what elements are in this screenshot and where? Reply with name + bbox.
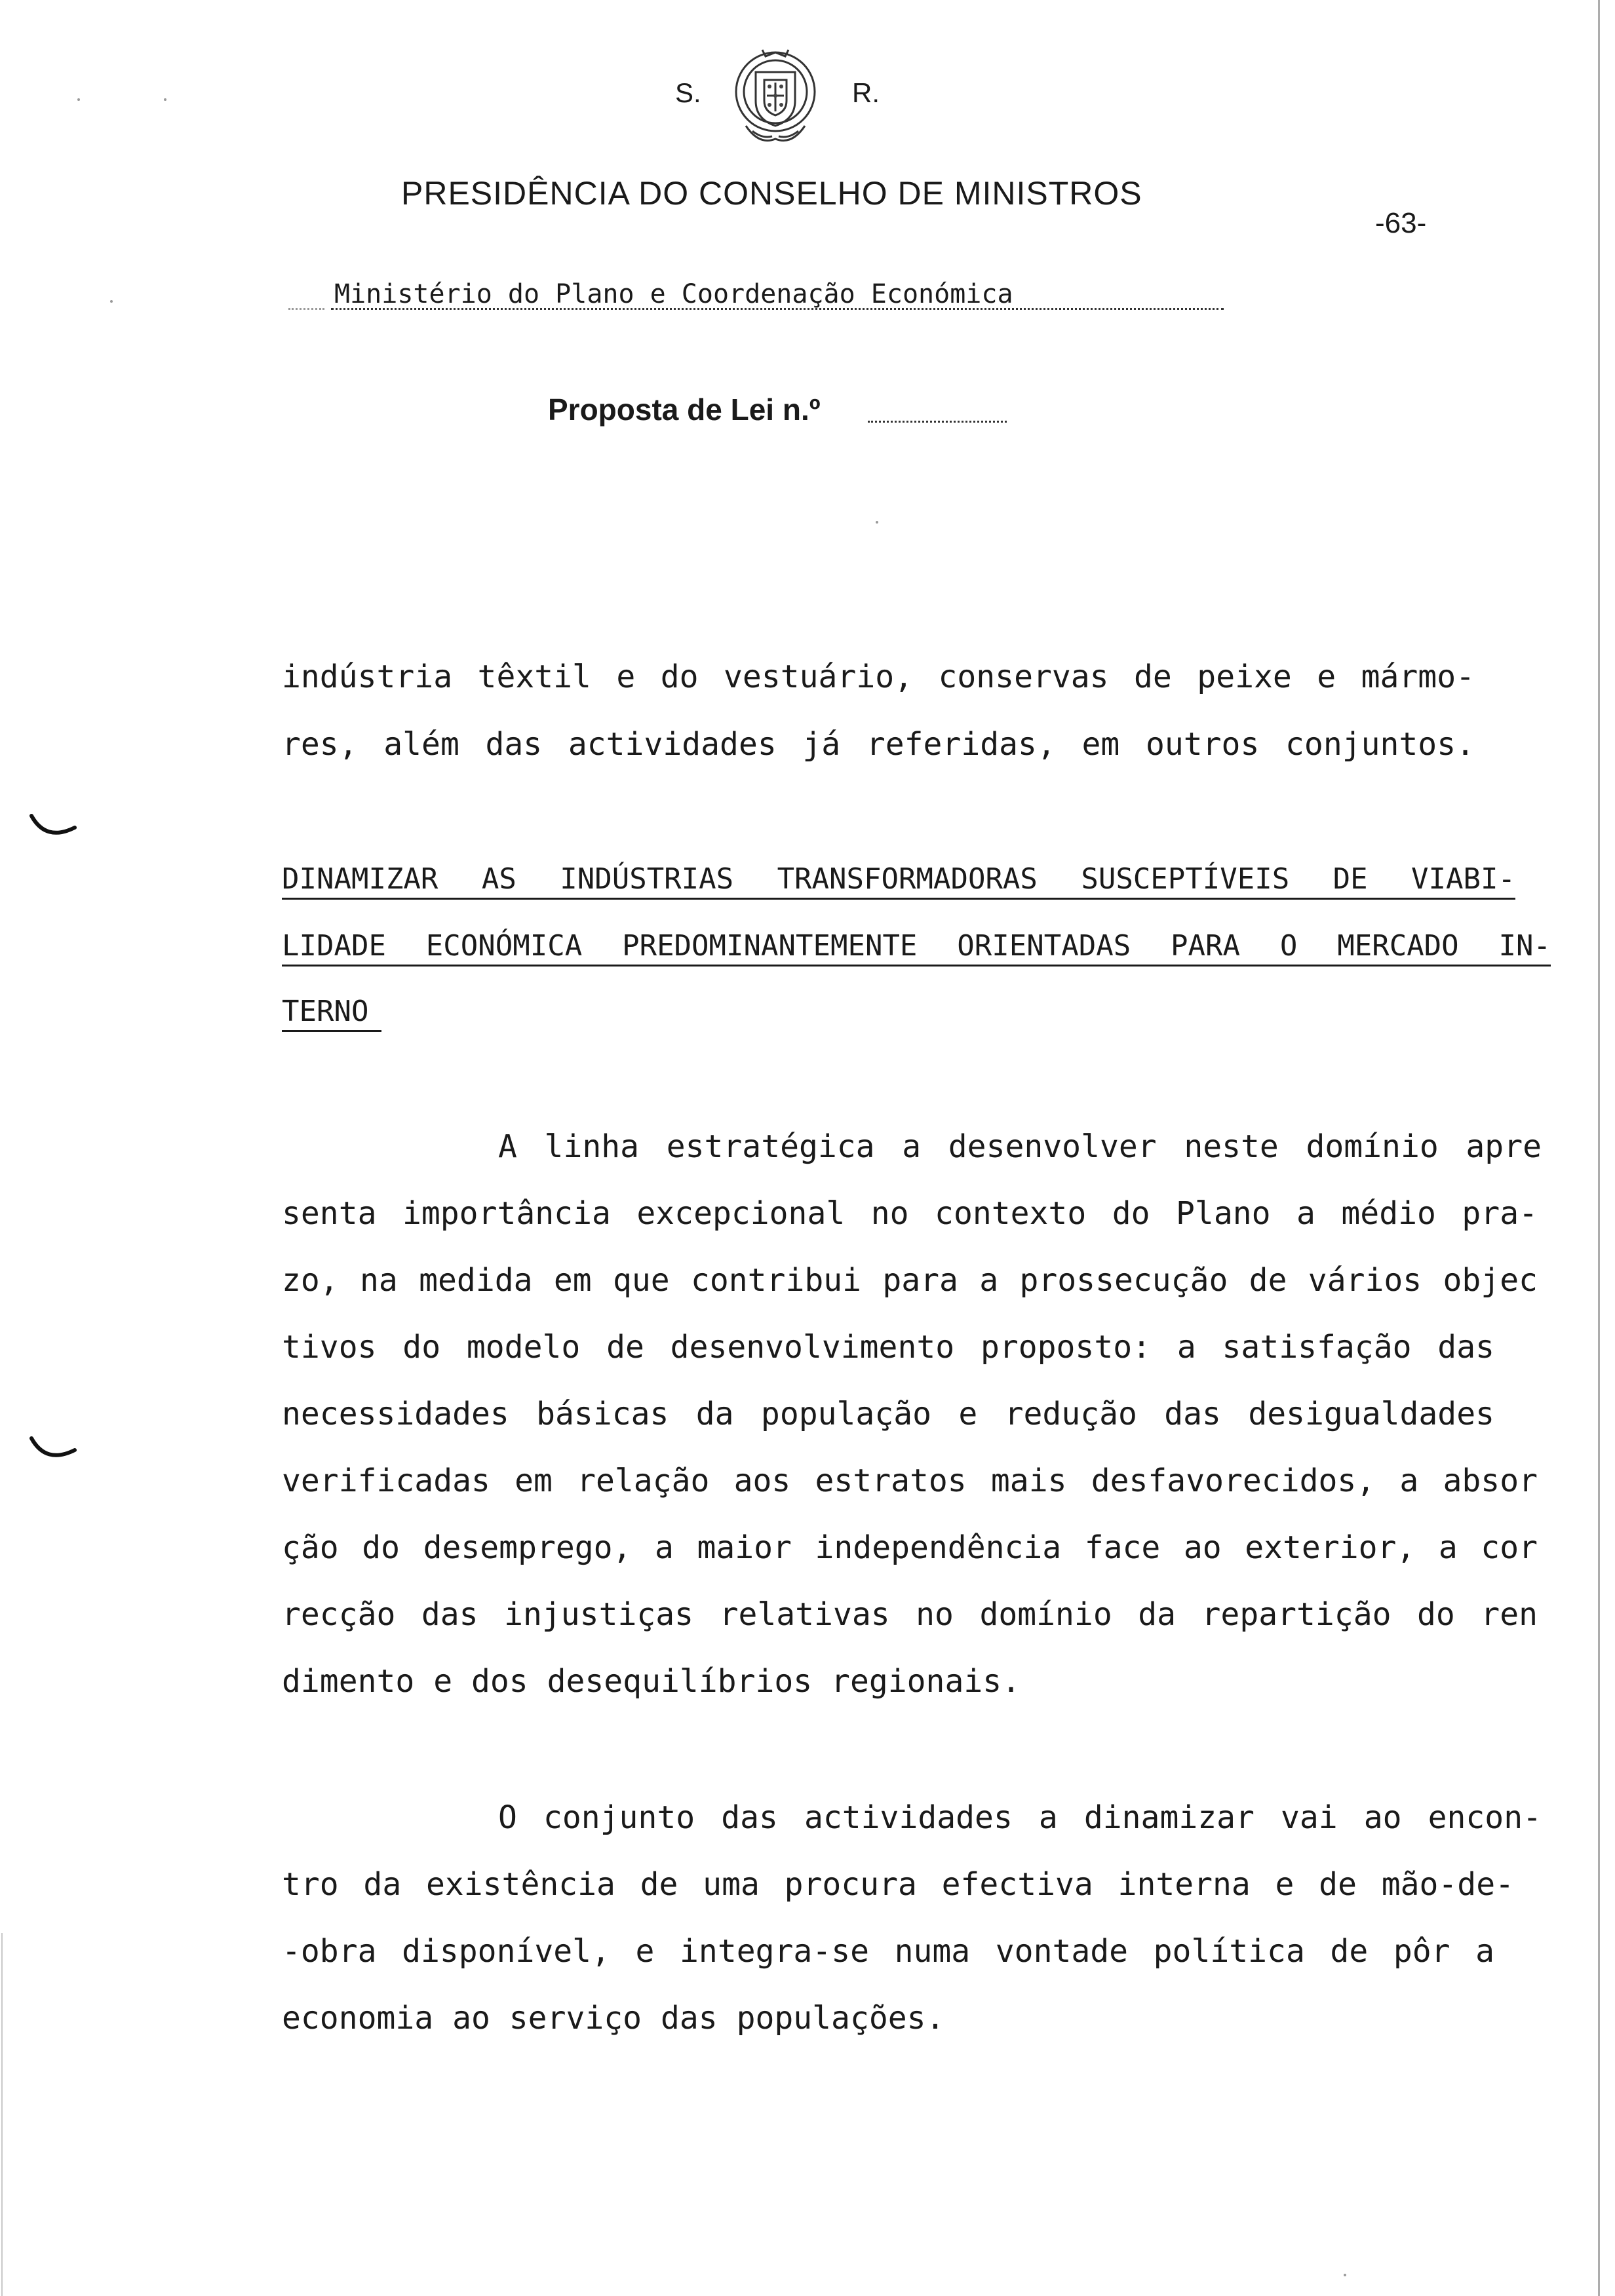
page-title: PRESIDÊNCIA DO CONSELHO DE MINISTROS <box>401 175 1142 212</box>
intro-line: indústria têxtil e do vestuário, conservas de peixe e mármo- <box>282 659 1475 695</box>
section-heading-line: DINAMIZAR AS INDÚSTRIAS TRANSFORMADORAS SUSCEPTÍVEIS DE VIABI- <box>282 862 1515 896</box>
scan-speck <box>77 98 80 101</box>
paragraph-line: A linha estratégica a desenvolver neste domínio apre <box>498 1128 1542 1165</box>
paragraph-line: economia ao serviço das populações. <box>282 2000 945 2037</box>
scan-edge-line-left <box>1 1933 3 2296</box>
heading-underline <box>282 1030 381 1032</box>
paragraph-line: -obra disponível, e integra-se numa vontade política de pôr a <box>282 1933 1494 1970</box>
paragraph-line: tivos do modelo de desenvolvimento proposto: a satisfação das <box>282 1329 1494 1366</box>
coat-of-arms-icon <box>726 41 825 152</box>
ministry-leader-dots <box>288 308 324 310</box>
paragraph-line: tro da existência de uma procura efectiva interna e de mão-de- <box>282 1866 1514 1903</box>
ministry-name: Ministério do Plano e Coordenação Económica <box>334 279 1013 309</box>
punch-hole-mark <box>26 1432 79 1471</box>
ministry-dotted-line <box>331 308 1224 310</box>
section-heading-line: TERNO <box>282 995 369 1028</box>
scan-speck <box>164 98 166 101</box>
paragraph-line: necessidades básicas da população e redução das desigualdades <box>282 1396 1494 1432</box>
header-r-letter: R. <box>852 77 880 108</box>
paragraph-line: ção do desemprego, a maior independência face ao exterior, a cor <box>282 1529 1538 1566</box>
proposal-number-blank <box>868 421 1007 423</box>
paragraph-line: recção das injustiças relativas no domínio da repartição do ren <box>282 1596 1538 1633</box>
page-number: -63- <box>1375 207 1427 239</box>
paragraph-line: O conjunto das actividades a dinamizar vai ao encon- <box>498 1799 1542 1836</box>
header-s-letter: S. <box>675 77 701 108</box>
intro-line: res, além das actividades já referidas, em outros conjuntos. <box>282 726 1475 763</box>
scan-speck <box>110 300 113 303</box>
scan-speck <box>876 521 878 524</box>
paragraph-line: senta importância excepcional no contexto do Plano a médio pra- <box>282 1195 1538 1232</box>
punch-hole-mark <box>26 809 79 849</box>
heading-underline <box>282 898 1515 900</box>
scan-speck <box>1344 2274 1346 2276</box>
proposal-label: Proposta de Lei n.º <box>548 392 821 427</box>
paragraph-line: verificadas em relação aos estratos mais desfavorecidos, a absor <box>282 1463 1538 1499</box>
paragraph-line: dimento e dos desequilíbrios regionais. <box>282 1663 1021 1700</box>
section-heading-line: LIDADE ECONÓMICA PREDOMINANTEMENTE ORIENTADAS PARA O MERCADO IN- <box>282 929 1551 963</box>
heading-underline <box>282 965 1551 966</box>
paragraph-line: zo, na medida em que contribui para a prossecução de vários objec <box>282 1262 1538 1299</box>
scan-edge-line <box>1598 0 1600 2296</box>
